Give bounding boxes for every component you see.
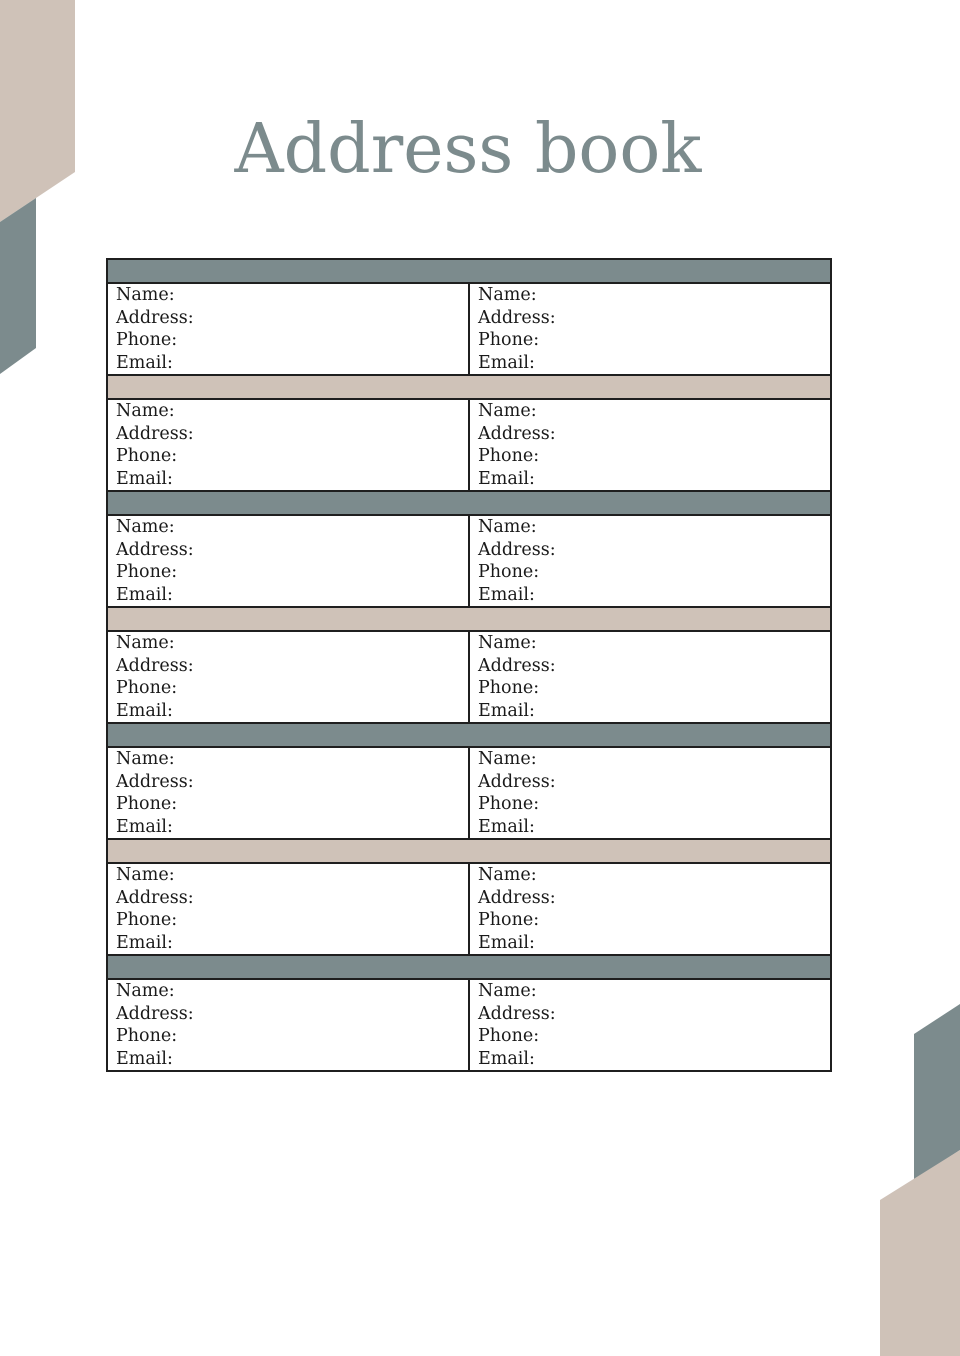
phone-field-label: Phone: (478, 678, 540, 698)
name-field-label: Name: (116, 517, 175, 537)
address-field-label: Address: (116, 307, 194, 328)
table-row (107, 631, 831, 723)
address-field-label: Address: (478, 655, 556, 676)
contact-entry[interactable] (107, 747, 469, 839)
table-row (107, 863, 831, 955)
address-field-label: Address: (478, 887, 556, 908)
contact-entry[interactable] (107, 515, 469, 607)
contact-entry[interactable] (469, 979, 831, 1071)
email-field-label: Email: (478, 932, 535, 953)
address-field-label: Address: (478, 1003, 556, 1024)
email-field-label: Email: (116, 468, 173, 489)
email-field-label: Email: (478, 352, 535, 373)
table-row (107, 979, 831, 1071)
table-row (107, 515, 831, 607)
address-field-label: Address: (478, 307, 556, 328)
phone-field-label: Phone: (116, 1026, 178, 1046)
email-field-label: Email: (478, 700, 535, 721)
name-field-label: Name: (116, 285, 175, 305)
contact-entry[interactable] (469, 747, 831, 839)
address-field-label: Address: (116, 1003, 194, 1024)
divider-band (107, 259, 831, 283)
name-field-label: Name: (116, 401, 175, 421)
email-field-label: Email: (478, 584, 535, 605)
divider-band (107, 839, 831, 863)
email-field-label: Email: (116, 932, 173, 953)
section-divider-gray (107, 955, 831, 979)
address-field-label: Address: (478, 539, 556, 560)
name-field-label: Name: (478, 981, 537, 1001)
address-field-label: Address: (116, 887, 194, 908)
phone-field-label: Phone: (478, 794, 540, 814)
contact-entry[interactable] (107, 863, 469, 955)
contact-entry[interactable] (469, 515, 831, 607)
phone-field-label: Phone: (116, 794, 178, 814)
section-divider-gray (107, 491, 831, 515)
name-field-label: Name: (478, 749, 537, 769)
phone-field-label: Phone: (116, 330, 178, 350)
section-divider-beige (107, 839, 831, 863)
name-field-label: Name: (478, 633, 537, 653)
contact-entry[interactable] (107, 979, 469, 1071)
address-field-label: Address: (116, 423, 194, 444)
email-field-label: Email: (116, 584, 173, 605)
divider-band (107, 375, 831, 399)
top-left-slate-shape (0, 198, 36, 374)
email-field-label: Email: (116, 816, 173, 837)
email-field-label: Email: (478, 468, 535, 489)
name-field-label: Name: (116, 633, 175, 653)
phone-field-label: Phone: (478, 1026, 540, 1046)
bottom-right-beige-shape (880, 1150, 960, 1356)
address-field-label: Address: (478, 423, 556, 444)
contact-entry[interactable] (469, 399, 831, 491)
page-title: Address book (234, 110, 702, 189)
phone-field-label: Phone: (478, 330, 540, 350)
name-field-label: Name: (116, 749, 175, 769)
divider-band (107, 607, 831, 631)
contact-entry[interactable] (469, 863, 831, 955)
section-divider-gray (107, 723, 831, 747)
email-field-label: Email: (116, 352, 173, 373)
phone-field-label: Phone: (478, 446, 540, 466)
name-field-label: Name: (478, 865, 537, 885)
email-field-label: Email: (116, 700, 173, 721)
contact-entry[interactable] (107, 283, 469, 375)
section-divider-beige (107, 607, 831, 631)
name-field-label: Name: (478, 517, 537, 537)
divider-band (107, 955, 831, 979)
contact-entry[interactable] (107, 399, 469, 491)
phone-field-label: Phone: (478, 910, 540, 930)
table-row (107, 283, 831, 375)
phone-field-label: Phone: (116, 446, 178, 466)
email-field-label: Email: (478, 816, 535, 837)
address-book-body (107, 259, 831, 1071)
contact-entry[interactable] (469, 283, 831, 375)
name-field-label: Name: (478, 401, 537, 421)
address-book-table (106, 258, 832, 1072)
bottom-right-slate-shape (914, 1004, 960, 1180)
contact-entry[interactable] (469, 631, 831, 723)
name-field-label: Name: (116, 981, 175, 1001)
address-field-label: Address: (116, 539, 194, 560)
phone-field-label: Phone: (478, 562, 540, 582)
email-field-label: Email: (116, 1048, 173, 1069)
address-field-label: Address: (116, 771, 194, 792)
divider-band (107, 491, 831, 515)
email-field-label: Email: (478, 1048, 535, 1069)
phone-field-label: Phone: (116, 562, 178, 582)
divider-band (107, 723, 831, 747)
phone-field-label: Phone: (116, 910, 178, 930)
contact-entry[interactable] (107, 631, 469, 723)
table-row (107, 747, 831, 839)
address-field-label: Address: (116, 655, 194, 676)
phone-field-label: Phone: (116, 678, 178, 698)
table-row (107, 399, 831, 491)
address-field-label: Address: (478, 771, 556, 792)
section-divider-beige (107, 375, 831, 399)
name-field-label: Name: (478, 285, 537, 305)
name-field-label: Name: (116, 865, 175, 885)
section-divider-gray (107, 259, 831, 283)
